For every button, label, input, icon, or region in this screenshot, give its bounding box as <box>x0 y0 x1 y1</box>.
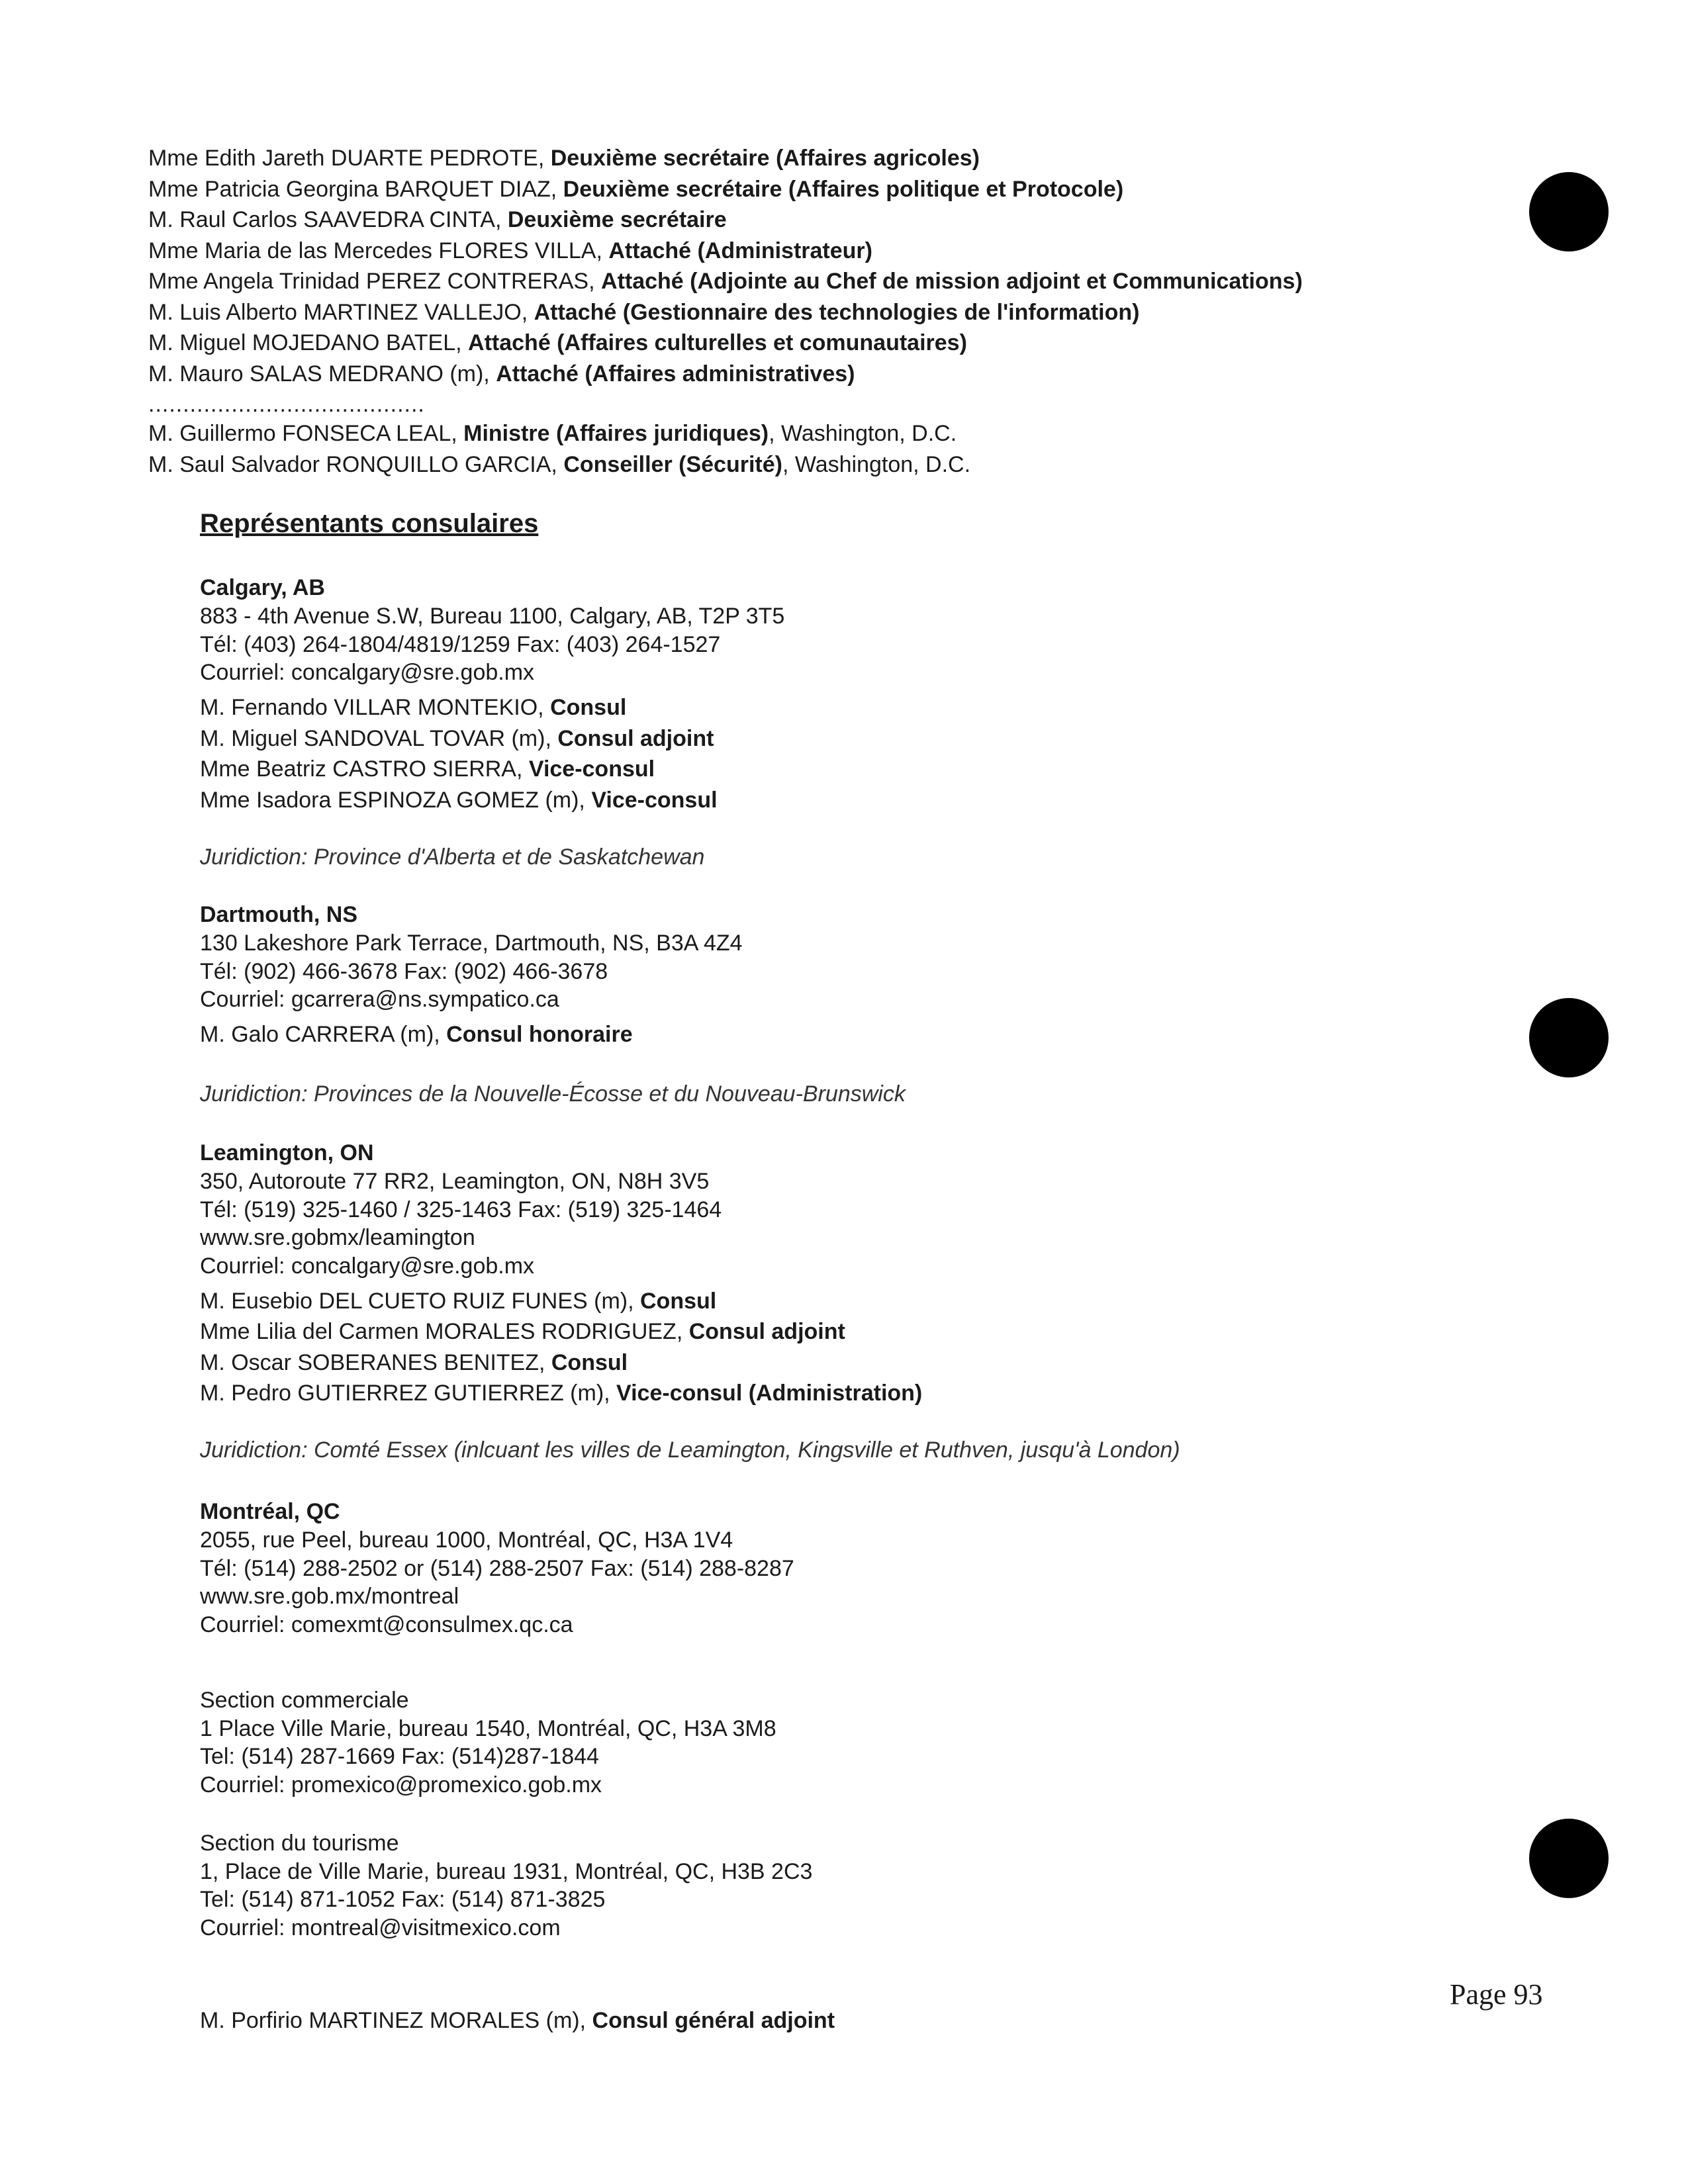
staff-line: M. Raul Carlos SAAVEDRA CINTA, Deuxième secrétaire <box>148 207 727 232</box>
consulate-dartmouth <box>200 900 743 1050</box>
staff-line: M. Mauro SALAS MEDRANO (m), Attaché (Affaires administratives) <box>148 361 855 387</box>
email: Courriel: concalgary@sre.gob.mx <box>200 660 535 686</box>
staff-line: Mme Edith Jareth DUARTE PEDROTE, Deuxième secrétaire (Affaires agricoles) <box>148 146 980 171</box>
city-name: Leamington, ON <box>200 1140 374 1165</box>
phone: Tél: (519) 325-1460 / 325-1463 Fax: (519) 325-1464 <box>200 1197 722 1222</box>
city-name: Calgary, AB <box>200 575 325 600</box>
staff-line: M. Luis Alberto MARTINEZ VALLEJO, Attaché (Gestionnaire des technologies de l'information) <box>148 299 1140 325</box>
staff-line: M. Oscar SOBERANES BENITEZ, Consul <box>200 1349 628 1375</box>
phone: Tél: (514) 288-2502 or (514) 288-2507 Fax: (514) 288-8287 <box>200 1555 794 1581</box>
staff-line: Mme Patricia Georgina BARQUET DIAZ, Deuxième secrétaire (Affaires politique et Protocole) <box>148 176 1124 202</box>
email: Courriel: comexmt@consulmex.qc.ca <box>200 1612 573 1638</box>
address: 130 Lakeshore Park Terrace, Dartmouth, NS, B3A 4Z4 <box>200 931 743 956</box>
section-heading: Représentants consulaires <box>200 509 539 538</box>
website: www.sre.gob.mx/montreal <box>200 1584 459 1610</box>
email: Courriel: gcarrera@ns.sympatico.ca <box>200 987 559 1013</box>
washington-staff-list <box>148 418 970 480</box>
address: 1, Place de Ville Marie, bureau 1931, Montréal, QC, H3B 2C3 <box>200 1858 813 1884</box>
phone: Tel: (514) 871-1052 Fax: (514) 871-3825 <box>200 1887 606 1913</box>
staff-line: M. Porfirio MARTINEZ MORALES (m), Consul général adjoint <box>200 2008 835 2033</box>
address: 1 Place Ville Marie, bureau 1540, Montréal, QC, H3A 3M8 <box>200 1715 776 1741</box>
email: Courriel: concalgary@sre.gob.mx <box>200 1253 535 1279</box>
jurisdiction: Juridiction: Provinces de la Nouvelle-Écosse et du Nouveau-Brunswick <box>200 1081 906 1107</box>
consulate-leamington <box>200 1138 922 1409</box>
phone: Tel: (514) 287-1669 Fax: (514)287-1844 <box>200 1744 599 1770</box>
staff-line: M. Miguel MOJEDANO BATEL, Attaché (Affaires culturelles et comunautaires) <box>148 330 967 355</box>
section-label: Section commerciale <box>200 1688 409 1713</box>
dotted-separator: ........................................ <box>148 392 425 417</box>
staff-line: M. Saul Salvador RONQUILLO GARCIA, Conseiller (Sécurité), Washington, D.C. <box>148 451 971 477</box>
city-name: Dartmouth, NS <box>200 902 357 927</box>
staff-line: M. Miguel SANDOVAL TOVAR (m), Consul adjoint <box>200 725 714 751</box>
address: 883 - 4th Avenue S.W, Bureau 1100, Calgary, AB, T2P 3T5 <box>200 604 785 629</box>
consulate-calgary <box>200 573 784 815</box>
consulate-montreal <box>200 1497 794 1639</box>
website: www.sre.gobmx/leamington <box>200 1225 475 1251</box>
staff-line: Mme Maria de las Mercedes FLORES VILLA, Attaché (Administrateur) <box>148 238 872 263</box>
city-name: Montréal, QC <box>200 1499 340 1524</box>
embassy-staff-list <box>148 143 1303 389</box>
staff-line: M. Galo CARRERA (m), Consul honoraire <box>200 1022 633 1048</box>
email: Courriel: montreal@visitmexico.com <box>200 1915 561 1941</box>
section-label: Section du tourisme <box>200 1831 399 1856</box>
address: 2055, rue Peel, bureau 1000, Montréal, QC, H3A 1V4 <box>200 1527 733 1553</box>
jurisdiction: Juridiction: Comté Essex (inlcuant les villes de Leamington, Kingsville et Ruthven, jusqu'à London) <box>200 1437 1180 1463</box>
punch-hole-top <box>1529 172 1609 251</box>
punch-hole-bottom <box>1529 1819 1609 1898</box>
email: Courriel: promexico@promexico.gob.mx <box>200 1772 602 1798</box>
staff-line: Mme Beatriz CASTRO SIERRA, Vice-consul <box>200 756 655 782</box>
phone: Tél: (403) 264-1804/4819/1259 Fax: (403) 264-1527 <box>200 631 721 657</box>
staff-line: Mme Lilia del Carmen MORALES RODRIGUEZ, Consul adjoint <box>200 1319 845 1345</box>
punch-hole-middle <box>1529 998 1609 1077</box>
jurisdiction: Juridiction: Province d'Alberta et de Saskatchewan <box>200 844 705 870</box>
staff-line: M. Guillermo FONSECA LEAL, Ministre (Affaires juridiques), Washington, D.C. <box>148 421 957 446</box>
phone: Tél: (902) 466-3678 Fax: (902) 466-3678 <box>200 958 608 984</box>
montreal-commercial-section <box>200 1686 776 1799</box>
staff-line: M. Pedro GUTIERREZ GUTIERREZ (m), Vice-consul (Administration) <box>200 1381 923 1406</box>
staff-line: M. Eusebio DEL CUETO RUIZ FUNES (m), Consul <box>200 1288 717 1314</box>
staff-line: Mme Angela Trinidad PEREZ CONTRERAS, Attaché (Adjointe au Chef de mission adjoint et Communications) <box>148 269 1303 294</box>
staff-line: M. Fernando VILLAR MONTEKIO, Consul <box>200 695 627 721</box>
address: 350, Autoroute 77 RR2, Leamington, ON, N8H 3V5 <box>200 1169 710 1194</box>
staff-line: Mme Isadora ESPINOZA GOMEZ (m), Vice-consul <box>200 787 718 813</box>
montreal-tourism-section <box>200 1829 812 1942</box>
page-number: Page 93 <box>1450 1978 1543 2011</box>
